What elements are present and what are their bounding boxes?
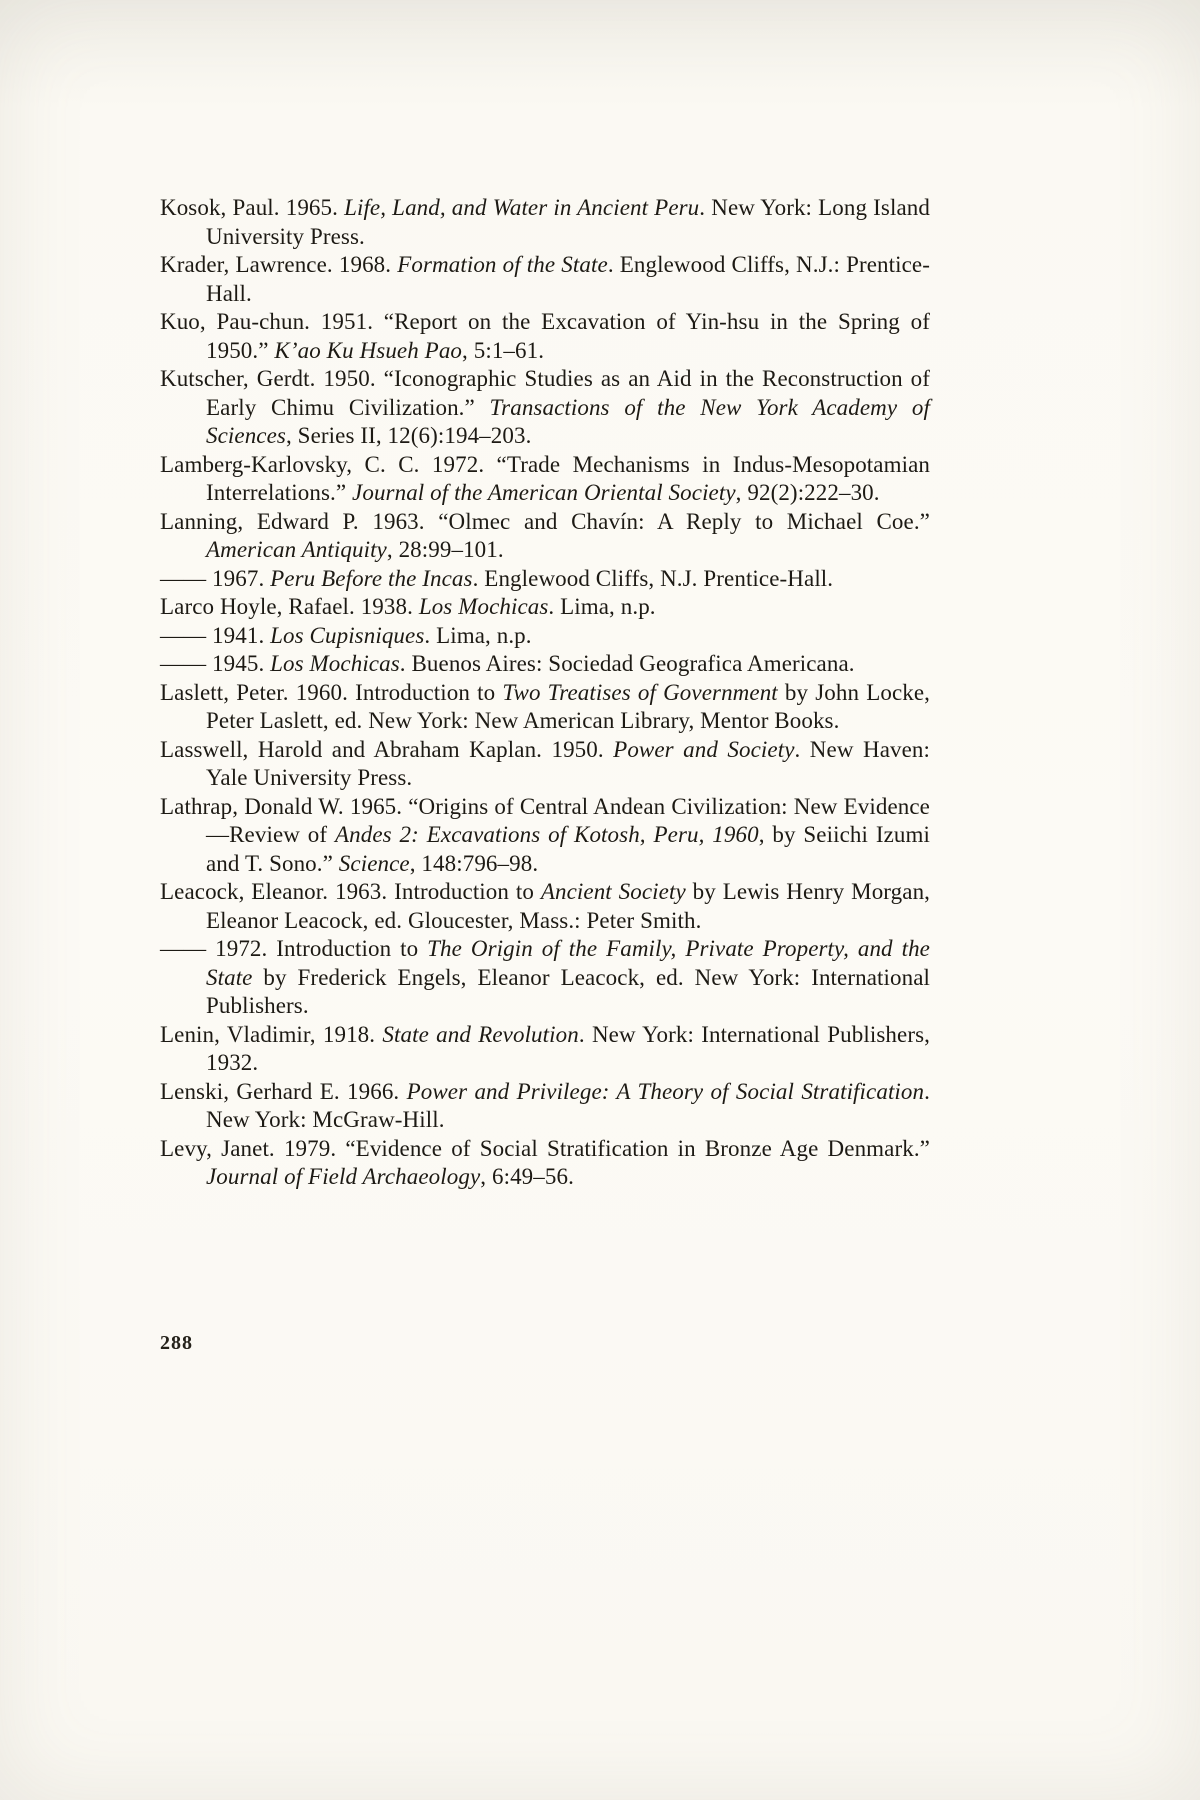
entry-text: . Lima, n.p.: [424, 622, 532, 648]
entry-text: , Series II, 12(6):194–203.: [285, 423, 532, 448]
bibliography-entry: [160, 593, 930, 622]
bibliography-entry: [160, 793, 930, 879]
bibliography-entry: [160, 251, 930, 308]
bibliography-entry: [160, 736, 930, 793]
entry-title-italic: Andes 2: Excavations of Kotosh, Peru, 1960: [335, 822, 759, 847]
entry-title-italic: Science: [338, 850, 410, 876]
entry-text: , 92(2):222–30.: [735, 480, 880, 505]
entry-title-italic: Power and Privilege: A Theory of Social Stratification: [406, 1078, 925, 1104]
bibliography-entry: [160, 308, 930, 365]
entry-text: Kuo, Pau-chun. 1951. “Report on the Excavation of Yin-hsu in the Spring of 1950.”: [160, 309, 930, 363]
entry-text: Lasswell, Harold and Abraham Kaplan. 1950.: [160, 736, 614, 762]
entry-text: . Englewood Cliffs, N.J.: Prentice-Hall.: [206, 252, 931, 306]
entry-title-italic: Formation of the State: [397, 252, 608, 277]
bibliography-entry: [160, 508, 930, 565]
entry-text: Krader, Lawrence. 1968.: [160, 252, 398, 277]
entry-text: —— 1941.: [160, 622, 271, 648]
bibliography-entry: [160, 365, 930, 451]
entry-text: Lanning, Edward P. 1963. “Olmec and Chavín: A Reply to Michael Coe.”: [160, 508, 930, 534]
entry-text: , 5:1–61.: [462, 337, 545, 363]
entry-text: by John Locke, Peter Laslett, ed. New York: New American Library, Mentor Books.: [206, 679, 931, 733]
entry-text: —— 1945.: [160, 651, 271, 676]
entry-text: . Englewood Cliffs, N.J. Prentice-Hall.: [472, 565, 834, 591]
entry-text: Kutscher, Gerdt. 1950. “Iconographic Studies as an Aid in the Reconstruction of Early Chimu Civilization.”: [160, 366, 930, 420]
entry-title-italic: Journal of the American Oriental Society: [352, 480, 736, 505]
entry-text: Larco Hoyle, Rafael. 1938.: [160, 594, 419, 619]
page-number: 288: [160, 1332, 193, 1354]
bibliography-entry: [160, 1135, 930, 1192]
entry-text: Lathrap, Donald W. 1965. “Origins of Central Andean Civilization: New Evidence—Review of: [160, 793, 930, 847]
entry-text: Lenski, Gerhard E. 1966.: [160, 1078, 407, 1104]
entry-title-italic: Journal of Field Archaeology: [206, 1164, 481, 1189]
entry-title-italic: The Origin of the Family, Private Property, and the State: [206, 936, 930, 990]
entry-text: Kosok, Paul. 1965.: [160, 195, 345, 220]
entry-title-italic: Los Mochicas: [418, 594, 549, 619]
entry-text: . Lima, n.p.: [548, 594, 656, 619]
entry-text: , 148:796–98.: [409, 850, 539, 876]
entry-text: , 6:49–56.: [480, 1164, 574, 1189]
entry-text: Lamberg-Karlovsky, C. C. 1972. “Trade Mechanisms in Indus-Mesopotamian Interrelations.”: [160, 451, 930, 505]
entry-title-italic: Transactions of the New York Academy of Sciences: [206, 394, 930, 448]
entry-title-italic: Peru Before the Incas: [270, 565, 473, 591]
bibliography-list: [160, 194, 930, 1192]
entry-text: Leacock, Eleanor. 1963. Introduction to: [160, 879, 541, 904]
bibliography-entry: [160, 679, 930, 736]
entry-text: by Frederick Engels, Eleanor Leacock, ed. New York: International Publishers.: [206, 964, 930, 1018]
entry-text: Laslett, Peter. 1960. Introduction to: [160, 679, 503, 705]
bibliography-entry: [160, 935, 930, 1021]
bibliography-entry: [160, 194, 930, 251]
entry-title-italic: Power and Society: [613, 736, 795, 762]
bibliography-entry: [160, 622, 930, 651]
bibliography-entry: [160, 451, 930, 508]
entry-title-italic: Life, Land, and Water in Ancient Peru: [344, 195, 700, 220]
entry-title-italic: American Antiquity: [206, 537, 387, 562]
bibliography-entry: [160, 650, 930, 679]
entry-text: by Lewis Henry Morgan, Eleanor Leacock, ed. Gloucester, Mass.: Peter Smith.: [206, 879, 931, 933]
entry-text: . New Haven: Yale University Press.: [206, 736, 930, 790]
bibliography-entry: [160, 878, 930, 935]
entry-title-italic: State and Revolution: [382, 1021, 579, 1047]
entry-text: . New York: International Publishers, 1932.: [206, 1021, 930, 1075]
entry-title-italic: Ancient Society: [540, 879, 686, 904]
entry-text: . Buenos Aires: Sociedad Geografica Americana.: [399, 651, 855, 676]
bibliography-entry: [160, 1021, 930, 1078]
entry-title-italic: Los Cupisniques: [270, 622, 425, 648]
entry-text: , 28:99–101.: [386, 537, 504, 562]
entry-title-italic: Two Treatises of Government: [502, 679, 778, 705]
entry-text: —— 1972. Introduction to: [160, 936, 428, 961]
entry-title-italic: K’ao Ku Hsueh Pao: [274, 337, 463, 363]
entry-text: Levy, Janet. 1979. “Evidence of Social Stratification in Bronze Age Denmark.”: [160, 1135, 930, 1161]
entry-text: , by Seiichi Izumi and T. Sono.”: [206, 822, 930, 876]
entry-text: . New York: McGraw-Hill.: [206, 1078, 930, 1132]
entry-text: . New York: Long Island University Press.: [206, 195, 930, 249]
entry-text: Lenin, Vladimir, 1918.: [160, 1021, 383, 1047]
bibliography-entry: [160, 1078, 930, 1135]
entry-text: —— 1967.: [160, 565, 271, 591]
entry-title-italic: Los Mochicas: [270, 651, 400, 676]
bibliography-entry: [160, 565, 930, 594]
